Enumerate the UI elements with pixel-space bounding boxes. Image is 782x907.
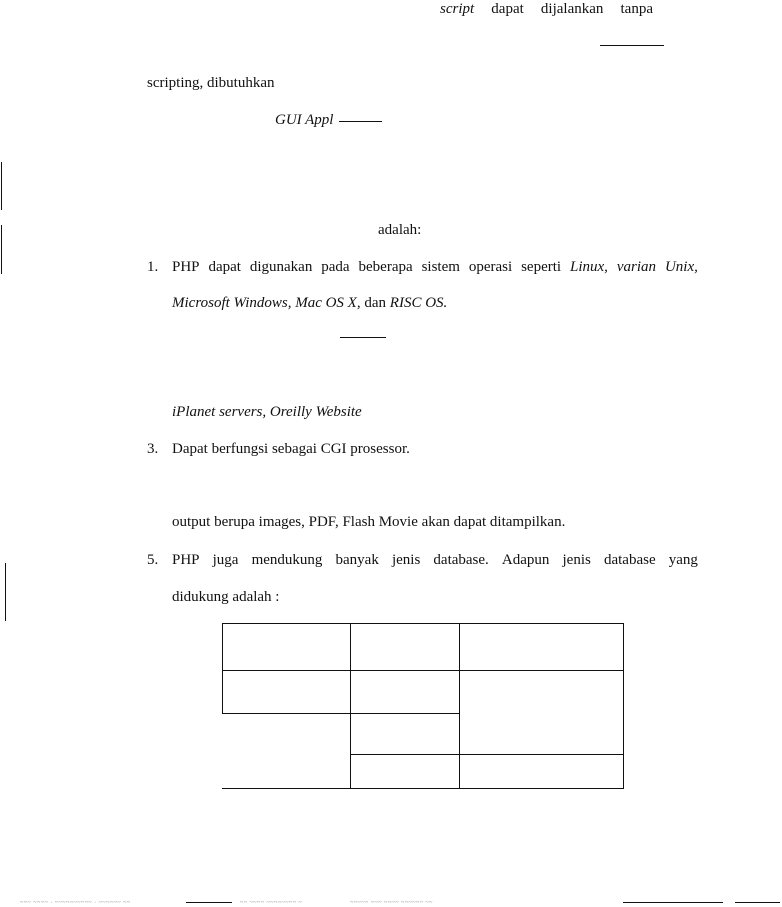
list-number-3: 3. [147,441,159,457]
top-text-line [440,0,653,18]
word: Unix, [664,259,698,275]
redaction-line-top [600,45,664,46]
word: seperti [521,259,562,275]
margin-bar-2 [1,225,2,274]
footer-rule [735,902,780,903]
table-cell [459,670,624,755]
word: jenis [391,552,421,568]
table-cell [350,623,460,671]
line-scripting: scripting, dibutuhkan [147,75,275,91]
footer-right: ~~~~~ ~~~ ~~~~ ~~~~~~ ~~ [350,900,433,906]
table-cell [459,623,624,671]
list-item-5-line-1 [172,551,698,569]
list-item-1-line-1 [172,258,698,276]
word: PHP [172,259,200,275]
table-rule [222,788,624,789]
list-item-1-line-2 [172,294,447,312]
table-cell [222,670,351,714]
word: juga [212,552,239,568]
list-item-4-tail: output berupa images, PDF, Flash Movie akan dapat ditampilkan. [172,514,566,530]
table-rule [350,754,624,755]
redaction-line-item2 [340,337,386,338]
footer-mid: ~~ ~~~~ ~~~~~~~~ ~ [240,900,303,906]
footer-rule [623,902,723,903]
word-dijalankan: dijalankan [540,1,604,17]
list-item-5-line-2: didukung adalah : [172,589,280,605]
table-rule [350,713,351,789]
margin-bar-1 [1,162,2,210]
redaction-line-gui [339,121,382,122]
os-risc: RISC OS. [389,295,448,311]
word-tanpa: tanpa [620,1,653,17]
word: jenis [562,552,591,568]
margin-bar-3 [5,563,6,621]
word: Linux, [570,259,608,275]
os-names: Microsoft Windows, Mac OS X, [172,295,361,311]
word: sistem [421,259,460,275]
footer-rule [186,902,232,903]
word: operasi [468,259,513,275]
footer-left: ~~~ ~~~~ · ~~~~~~~~~~ · ~~~~~~ ~~ [20,900,131,906]
word: digunakan [249,259,313,275]
word: yang [668,552,698,568]
word-dapat: dapat [491,1,524,17]
table-rule [459,754,460,789]
word: PHP [172,552,200,568]
word-dan: dan [364,295,387,311]
word: pada [321,259,350,275]
line-gui: GUI Appl [275,112,334,128]
list-number-1: 1. [147,259,159,275]
word: beberapa [358,259,413,275]
list-item-3-text: Dapat berfungsi sebagai CGI prosessor. [172,441,410,457]
word: banyak [335,552,379,568]
word: dapat [208,259,241,275]
word: mendukung [251,552,323,568]
word: database [603,552,656,568]
table-rule [623,754,624,789]
word: varian [616,259,657,275]
line-adalah: adalah: [378,222,422,238]
word-script: script [440,1,475,17]
word: database. [433,552,489,568]
word: Adapun [501,552,550,568]
list-number-5: 5. [147,552,159,568]
table-cell [350,670,460,714]
table-cell [222,623,351,671]
list-item-2-tail: iPlanet servers, Oreilly Website [172,404,362,420]
